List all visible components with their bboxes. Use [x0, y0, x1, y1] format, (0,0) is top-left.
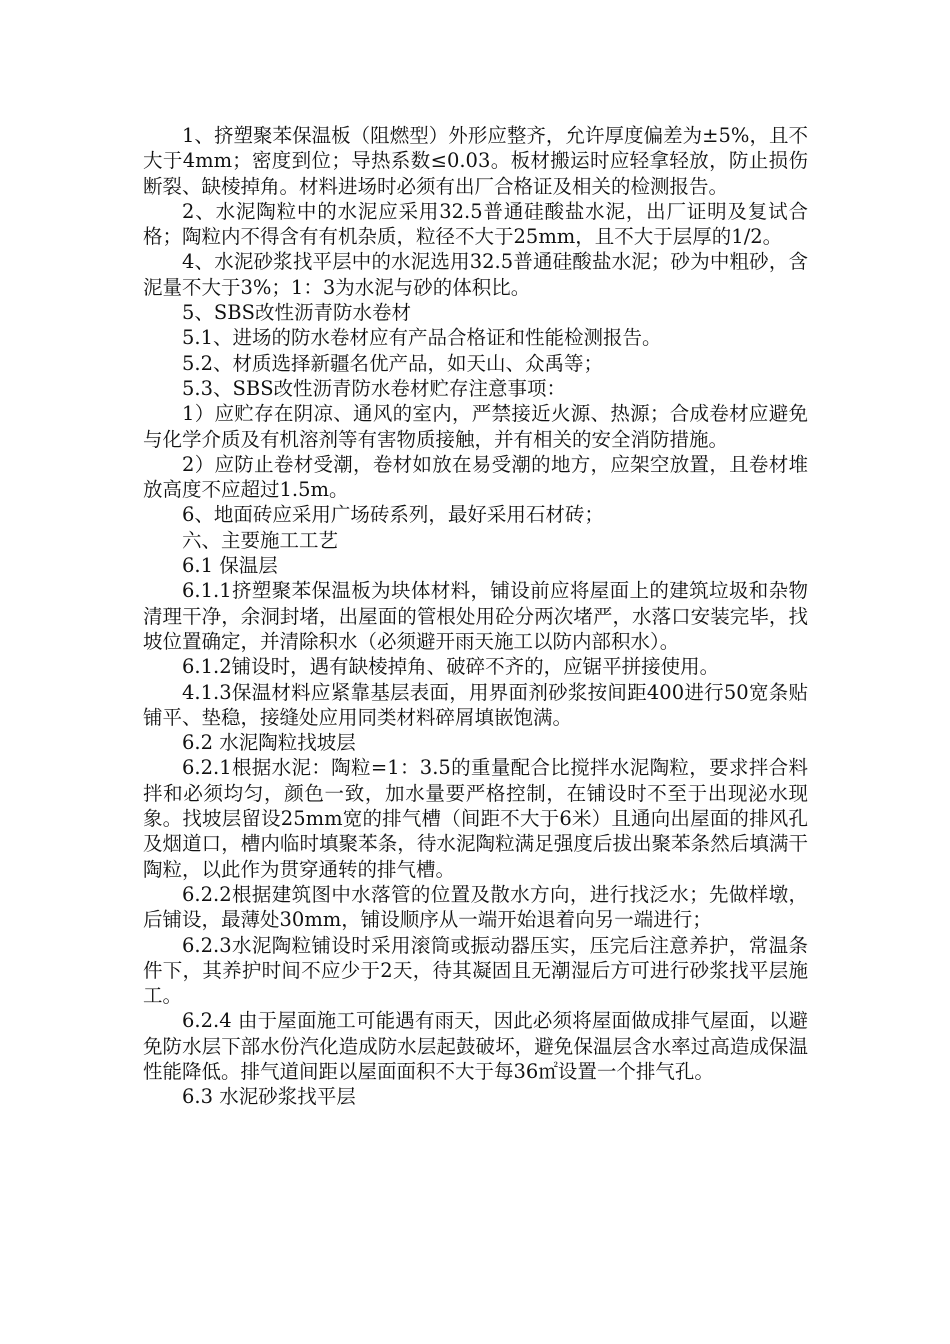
paragraph-19: 6.2.3水泥陶粒铺设时采用滚筒或振动器压实，压完后注意养护，常温条件下，其养护时间不应少于2天，待其凝固且无潮湿后方可进行砂浆找平层施工。: [143, 933, 808, 1008]
paragraph-20: 6.2.4 由于屋面施工可能遇有雨天，因此必须将屋面做成排气屋面，以避免防水层下部水份汽化造成防水层起鼓破坏，避免保温层含水率过高造成保温性能降低。排气道间距以屋面面积不大于每36㎡设置一个排气孔。: [143, 1009, 808, 1083]
paragraph-9: 2）应防止卷材受潮，卷材如放在易受潮的地方，应架空放置，且卷材堆放高度不应超过1.5m。: [143, 452, 808, 502]
paragraph-3: 4、水泥砂浆找平层中的水泥选用32.5普通硅酸盐水泥；砂为中粗砂，含泥量不大于3%；1：3为水泥与砂的体积比。: [143, 250, 808, 299]
paragraph-10: 6、地面砖应采用广场砖系列，最好采用石材砖；: [182, 503, 604, 527]
document-body: [143, 123, 808, 1110]
subsection-heading-6-2: 6.2 水泥陶粒找坡层: [182, 731, 356, 755]
paragraph-5: 5.1、进场的防水卷材应有产品合格证和性能检测报告。: [182, 326, 662, 350]
paragraph-7: 5.3、SBS改性沥青防水卷材贮存注意事项：: [182, 376, 567, 400]
paragraph-2: 2、水泥陶粒中的水泥应采用32.5普通硅酸盐水泥，出厂证明及复试合格；陶粒内不得含有有机杂质，粒径不大于25mm，且不大于层厚的1/2。: [143, 199, 808, 249]
section-heading-6: 六、主要施工工艺: [182, 528, 339, 552]
paragraph-17: 6.2.1根据水泥：陶粒=1：3.5的重量配合比搅拌水泥陶粒，要求拌合料拌和必须均匀，颜色一致，加水量要严格控制，在铺设时不至于出现泌水现象。找坡层留设25mm宽的排气槽（间距不大于6米）且通向出屋面的排风孔及烟道口，槽内临时填聚苯条，待水泥陶粒满足强度后拔出聚苯条然后填满干陶粒，以此作为贯穿通转的排气槽。: [143, 756, 808, 881]
paragraph-4: 5、SBS改性沥青防水卷材: [182, 301, 411, 325]
paragraph-15: 4.1.3保温材料应紧靠基层表面，用界面剂砂浆按间距400进行50宽条贴铺平、垫稳，接缝处应用同类材料碎屑填嵌饱满。: [143, 680, 808, 729]
subsection-heading-6-1: 6.1 保温层: [182, 554, 278, 578]
paragraph-6: 5.2、材质选择新疆名优产品，如天山、众禹等；: [182, 351, 604, 375]
paragraph-13: 6.1.1挤塑聚苯保温板为块体材料，铺设前应将屋面上的建筑垃圾和杂物清理干净，余洞封堵，出屋面的管根处用砼分两次堵严，水落口安装完毕，找坡位置确定，并清除积水（必须避开雨天施工以防内部积水）。: [143, 579, 808, 653]
paragraph-8: 1）应贮存在阴凉、通风的室内，严禁接近火源、热源；合成卷材应避免与化学介质及有机溶剂等有害物质接触，并有相关的安全消防措施。: [143, 402, 808, 451]
paragraph-18: 6.2.2根据建筑图中水落管的位置及散水方向，进行找泛水；先做样墩，后铺设，最薄处30mm，铺设顺序从一端开始退着向另一端进行；: [143, 882, 808, 932]
paragraph-1: 1、挤塑聚苯保温板（阻燃型）外形应整齐，允许厚度偏差为±5%，且不大于4mm；密度到位；导热系数≤0.03。板材搬运时应轻拿轻放，防止损伤断裂、缺棱掉角。材料进场时必须有出厂合格证及相关的检测报告。: [143, 124, 808, 198]
subsection-heading-6-3: 6.3 水泥砂浆找平层: [182, 1085, 356, 1109]
paragraph-14: 6.1.2铺设时，遇有缺棱掉角、破碎不齐的，应锯平拼接使用。: [182, 655, 720, 679]
